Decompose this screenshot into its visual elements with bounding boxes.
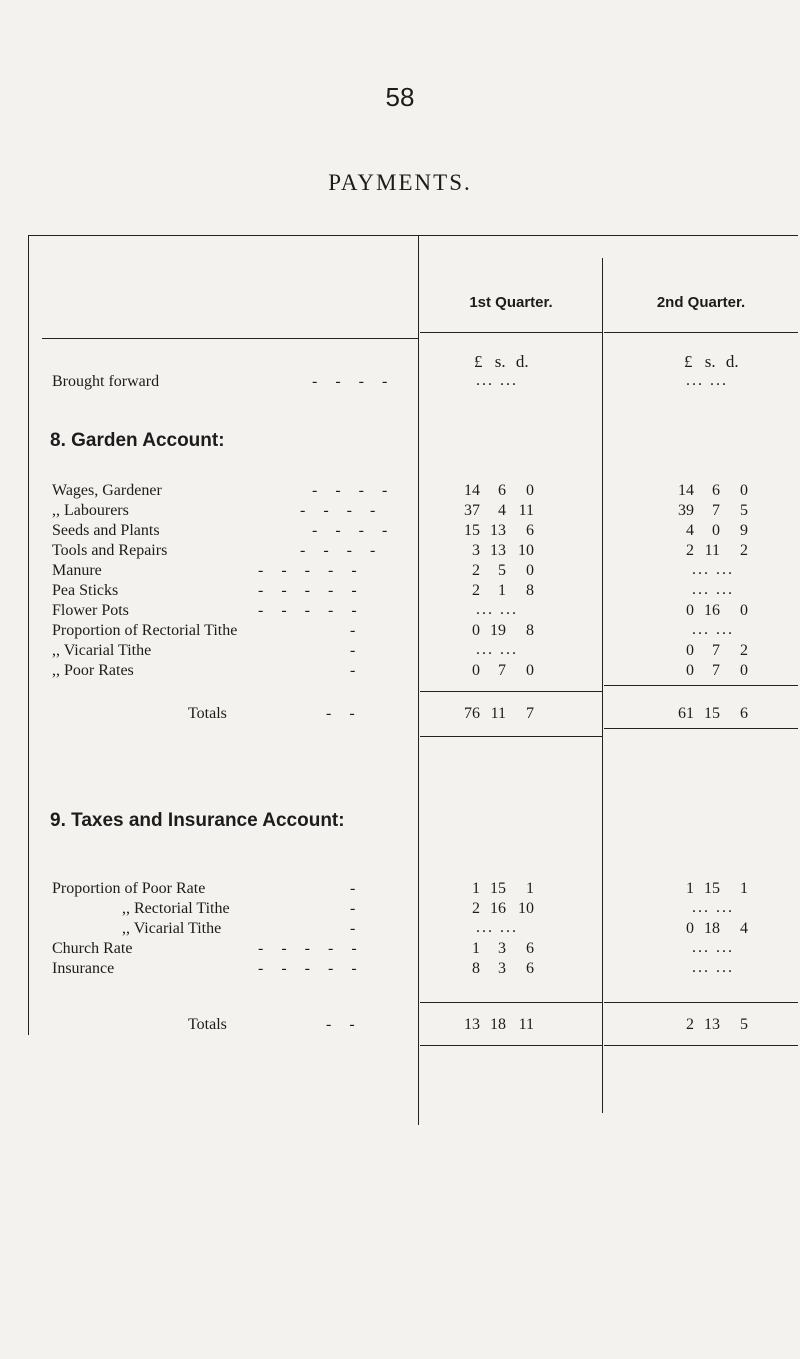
- col1-left-rule: [418, 235, 419, 1125]
- amount-cell: 2 5 0: [472, 562, 534, 579]
- empty-cell: ... ...: [692, 959, 734, 976]
- header-rule-q1: [420, 332, 602, 333]
- empty-cell: ... ...: [692, 621, 734, 638]
- row-label: Manure: [52, 562, 102, 579]
- leader-dashes: - - - - -: [258, 602, 364, 619]
- amount-cell: 14 6 0: [678, 482, 748, 499]
- total-rule: [604, 1045, 798, 1046]
- amount-cell: 1 3 6: [472, 940, 534, 957]
- amount-cell: 4 0 9: [686, 522, 748, 539]
- q1-units: £ s. d.: [474, 352, 529, 371]
- row-label: Pea Sticks: [52, 582, 119, 599]
- empty-cell: ... ...: [692, 899, 734, 916]
- empty-cell: ... ...: [476, 601, 518, 618]
- header-rule-q2: [604, 332, 798, 333]
- amount-cell: 0 19 8: [472, 622, 534, 639]
- leader-dashes: - - - -: [300, 502, 383, 519]
- amount-cell: 15 13 6: [464, 522, 534, 539]
- row-label: Wages, Gardener: [52, 482, 162, 499]
- amount-cell: 0 7 0: [686, 662, 748, 679]
- row-label: Proportion of Rectorial Tithe: [52, 622, 238, 639]
- brought-forward-q1: ... ...: [476, 372, 518, 389]
- row-label: Seeds and Plants: [52, 522, 160, 539]
- row-label: Proportion of Poor Rate: [52, 880, 206, 897]
- total-q2: 61 15 6: [678, 705, 748, 722]
- brought-forward-q2: ... ...: [686, 372, 728, 389]
- leader-dashes: - - - - -: [258, 940, 364, 957]
- leader-dashes: - -: [326, 705, 362, 722]
- amount-cell: 0 18 4: [686, 920, 748, 937]
- total-q2: 2 13 5: [686, 1016, 748, 1033]
- empty-cell: ... ...: [692, 581, 734, 598]
- totals-label: Totals: [188, 1016, 227, 1033]
- row-label: Flower Pots: [52, 602, 129, 619]
- leader-dashes: -: [350, 642, 363, 659]
- row-label: ,, Vicarial Tithe: [52, 642, 152, 659]
- table-left-rule: [28, 235, 29, 1035]
- column-header-q2: 2nd Quarter.: [656, 294, 746, 311]
- subtotal-rule: [604, 685, 798, 686]
- amount-cell: 1 15 1: [472, 880, 534, 897]
- amount-cell: 0 16 0: [686, 602, 748, 619]
- amount-cell: 14 6 0: [464, 482, 534, 499]
- leader-dashes: - - - -: [312, 373, 395, 390]
- row-label: Tools and Repairs: [52, 542, 168, 559]
- brought-forward-label: Brought forward: [52, 373, 160, 390]
- leader-dashes: - - - -: [300, 542, 383, 559]
- amount-cell: 2 16 10: [472, 900, 534, 917]
- amount-cell: 0 7 0: [472, 662, 534, 679]
- header-rule-label: [42, 338, 418, 339]
- table-top-rule: [28, 235, 798, 236]
- row-label: Church Rate: [52, 940, 133, 957]
- row-label: ,, Vicarial Tithe: [122, 920, 222, 937]
- row-label: Insurance: [52, 960, 115, 977]
- totals-label: Totals: [188, 705, 227, 722]
- row-label: ,, Rectorial Tithe: [122, 900, 230, 917]
- amount-cell: 0 7 2: [686, 642, 748, 659]
- empty-cell: ... ...: [692, 561, 734, 578]
- total-q1: 76 11 7: [464, 705, 534, 722]
- leader-dashes: -: [350, 662, 363, 679]
- col2-left-rule: [602, 258, 603, 1113]
- section-heading-taxes: 9. Taxes and Insurance Account:: [50, 810, 345, 831]
- section-heading-garden: 8. Garden Account:: [50, 430, 225, 451]
- empty-cell: ... ...: [476, 641, 518, 658]
- empty-cell: ... ...: [476, 919, 518, 936]
- leader-dashes: - - - -: [312, 482, 395, 499]
- amount-cell: 2 1 8: [472, 582, 534, 599]
- leader-dashes: - - - - -: [258, 582, 364, 599]
- empty-cell: ... ...: [692, 939, 734, 956]
- page-number: 58: [385, 82, 415, 112]
- leader-dashes: -: [350, 920, 363, 937]
- leader-dashes: -: [350, 900, 363, 917]
- leader-dashes: - - - - -: [258, 562, 364, 579]
- row-label: ,, Labourers: [52, 502, 129, 519]
- total-rule: [420, 1045, 602, 1046]
- amount-cell: 1 15 1: [686, 880, 748, 897]
- amount-cell: 39 7 5: [678, 502, 748, 519]
- q2-units: £ s. d.: [684, 352, 739, 371]
- subtotal-rule: [420, 691, 602, 692]
- total-q1: 13 18 11: [464, 1016, 534, 1033]
- leader-dashes: - - - -: [312, 522, 395, 539]
- leader-dashes: - - - - -: [258, 960, 364, 977]
- leader-dashes: - -: [326, 1016, 362, 1033]
- total-rule: [604, 728, 798, 729]
- amount-cell: 37 4 11: [464, 502, 534, 519]
- subtotal-rule: [604, 1002, 798, 1003]
- page-title: PAYMENTS.: [328, 170, 472, 195]
- amount-cell: 2 11 2: [686, 542, 748, 559]
- row-label: ,, Poor Rates: [52, 662, 134, 679]
- amount-cell: 8 3 6: [472, 960, 534, 977]
- subtotal-rule: [420, 1002, 602, 1003]
- column-header-q1: 1st Quarter.: [469, 294, 553, 311]
- leader-dashes: -: [350, 880, 363, 897]
- leader-dashes: -: [350, 622, 363, 639]
- total-rule: [420, 736, 602, 737]
- amount-cell: 3 13 10: [472, 542, 534, 559]
